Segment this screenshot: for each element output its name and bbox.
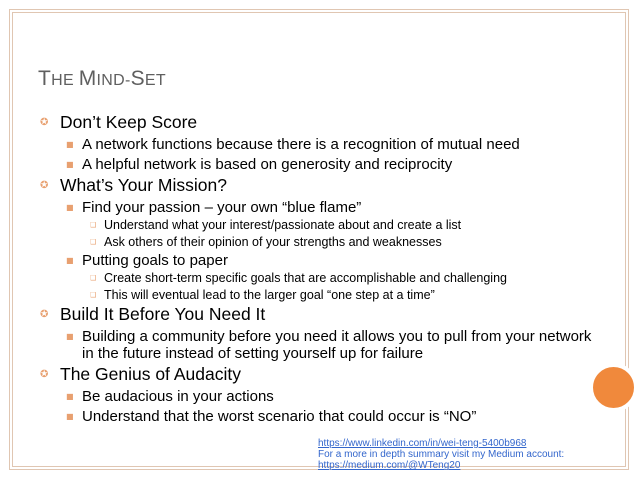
sub-sub-bullet-text: Ask others of their opinion of your strengths and weaknesses (104, 234, 442, 249)
sub-bullet-text: Find your passion – your own “blue flame” (82, 199, 362, 216)
sub-bullet-text: Putting goals to paper (82, 252, 228, 269)
square-bullet-icon: ■ (66, 392, 74, 401)
sub-bullet-text: Be audacious in your actions (82, 388, 274, 405)
sub-sub-bullet-item (90, 235, 598, 250)
starburst-bullet-icon: ✪ (40, 369, 49, 380)
sub-sub-bullet-text: Understand what your interest/passionate about and create a list (104, 218, 462, 232)
sub-bullet-text: Building a community before you need it allows you to pull from your network in the future instead of setting yourself up for failure (82, 328, 592, 362)
bullet-item (38, 175, 598, 196)
bullet-text: The Genius of Audacity (60, 364, 241, 384)
slide-title: THE MIND-SET (38, 67, 166, 90)
footer-links (318, 438, 618, 472)
sub-sub-bullet-item (90, 218, 598, 233)
medium-link[interactable]: https://medium.com/@WTeng20 (318, 460, 461, 472)
summary-text: For a more in depth summary visit my Medium account: (318, 449, 565, 461)
hollow-square-bullet-icon: ❑ (90, 274, 97, 282)
sub-bullet-text: Understand that the worst scenario that could occur is “NO” (82, 408, 477, 425)
sub-bullet-text: A helpful network is based on generosity and reciprocity (82, 156, 453, 173)
square-bullet-icon: ■ (66, 203, 74, 212)
square-bullet-icon: ■ (66, 160, 74, 169)
hollow-square-bullet-icon: ❑ (90, 237, 97, 246)
bullet-item (38, 304, 598, 325)
sub-bullet-item (66, 328, 598, 362)
hollow-square-bullet-icon: ❑ (90, 221, 97, 229)
bullet-item (38, 112, 598, 133)
starburst-bullet-icon: ✪ (40, 180, 49, 191)
square-bullet-icon: ■ (66, 140, 74, 149)
bullet-text: What’s Your Mission? (60, 175, 227, 195)
sub-bullet-item (66, 408, 598, 425)
bullet-item (38, 364, 598, 385)
sub-bullet-text: A network functions because there is a recognition of mutual need (82, 136, 520, 153)
sub-bullet-item (66, 156, 598, 173)
square-bullet-icon: ■ (66, 256, 74, 265)
linkedin-link[interactable]: https://www.linkedin.com/in/wei-teng-5400b968 (318, 438, 527, 449)
sub-sub-bullet-text: This will eventual lead to the larger goal “one step at a time” (104, 287, 435, 302)
bullet-list (38, 110, 598, 425)
sub-bullet-item (66, 388, 598, 405)
square-bullet-icon: ■ (66, 332, 74, 341)
sub-bullet-item (66, 136, 598, 153)
sub-sub-bullet-text: Create short-term specific goals that are accomplishable and challenging (104, 271, 507, 285)
bullet-text: Don’t Keep Score (60, 112, 198, 132)
sub-sub-bullet-item (90, 288, 598, 303)
square-bullet-icon: ■ (66, 412, 74, 421)
starburst-bullet-icon: ✪ (40, 309, 49, 320)
starburst-bullet-icon: ✪ (40, 117, 49, 128)
hollow-square-bullet-icon: ❑ (90, 290, 97, 299)
bullet-text: Build It Before You Need It (60, 304, 266, 324)
sub-bullet-item (66, 199, 598, 216)
sub-sub-bullet-item (90, 271, 598, 286)
sub-bullet-item (66, 252, 598, 269)
